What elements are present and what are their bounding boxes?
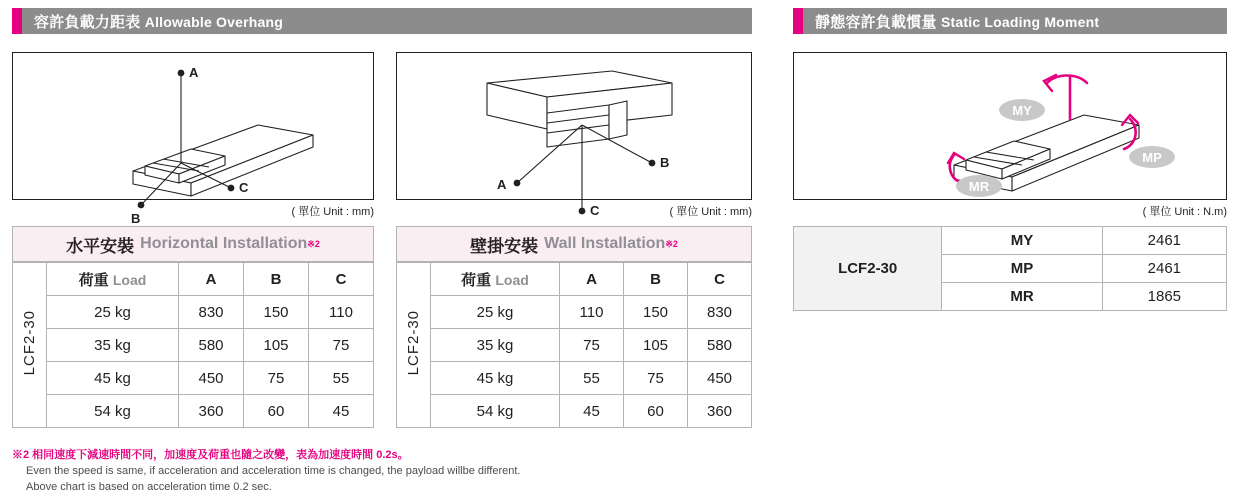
table-header-row	[13, 263, 374, 296]
unit-note-horizontal: ( 單位 Unit : mm)	[291, 206, 374, 218]
diagram-label-a: A	[189, 65, 199, 80]
svg-text:MP: MP	[1142, 150, 1162, 165]
table-title-wall-en: Wall Installation	[544, 235, 666, 252]
section-title-moment-cn: 靜態容許負載慣量	[815, 13, 937, 31]
diagram-label-c: C	[590, 203, 600, 218]
section-title-moment-en: Static Loading Moment	[940, 13, 1100, 30]
column-header-a: A	[179, 263, 244, 296]
unit-note-moment: ( 單位 Unit : N.m)	[1142, 206, 1227, 218]
data-table-moment	[793, 226, 1227, 311]
column-header-b: B	[244, 263, 309, 296]
cell-axis: MP	[942, 255, 1102, 283]
column-header-b: B	[624, 263, 688, 296]
column-header-load-en: Load	[112, 271, 147, 288]
cell-load: 25 kg	[47, 296, 179, 329]
cell-c: 360	[688, 395, 752, 428]
cell-a: 45	[560, 395, 624, 428]
diagram-label-a: A	[497, 177, 507, 192]
accent-bar	[793, 8, 803, 34]
cell-value: 2461	[1102, 227, 1226, 255]
table-row	[13, 395, 374, 428]
table-title-horizontal-note: ※2	[307, 238, 320, 249]
diagram-moment-svg	[794, 53, 1226, 199]
column-header-load-en: Load	[495, 271, 529, 288]
cell-load: 45 kg	[47, 362, 179, 395]
table-row	[397, 296, 752, 329]
svg-text:MR: MR	[968, 179, 990, 194]
table-row	[397, 362, 752, 395]
cell-c: 830	[688, 296, 752, 329]
cell-load: 54 kg	[431, 395, 560, 428]
cell-c: 45	[309, 395, 374, 428]
model-cell-wall	[397, 263, 431, 428]
model-label: LCF2-30	[21, 310, 38, 376]
model-cell-horizontal	[13, 263, 47, 428]
table-title-horizontal-en: Horizontal Installation	[140, 235, 308, 252]
column-header-load	[431, 263, 560, 296]
section-title-overhang-en: Allowable Overhang	[144, 13, 283, 30]
diagram-label-b: B	[660, 155, 670, 170]
cell-c: 450	[688, 362, 752, 395]
model-cell-moment: LCF2-30	[794, 227, 942, 311]
cell-a: 75	[560, 329, 624, 362]
cell-a: 450	[179, 362, 244, 395]
cell-axis: MR	[942, 283, 1102, 311]
cell-load: 25 kg	[431, 296, 560, 329]
table-row	[794, 227, 1227, 255]
cell-b: 75	[244, 362, 309, 395]
column-header-load-cn: 荷重	[461, 271, 492, 289]
cell-b: 60	[244, 395, 309, 428]
column-header-load	[47, 263, 179, 296]
column-header-c: C	[309, 263, 374, 296]
footnote-line-3: Above chart is based on acceleration time 0.2 sec.	[26, 480, 272, 493]
column-header-a: A	[560, 263, 624, 296]
section-title-overhang-cn: 容許負載力距表	[34, 13, 141, 31]
cell-a: 580	[179, 329, 244, 362]
cell-c: 110	[309, 296, 374, 329]
cell-c: 75	[309, 329, 374, 362]
footnote	[12, 448, 772, 496]
accent-bar	[12, 8, 22, 34]
diagram-label-c: C	[239, 180, 249, 195]
table-row	[397, 329, 752, 362]
cell-a: 830	[179, 296, 244, 329]
moment-label-mp	[1129, 146, 1175, 168]
section-title-moment	[803, 11, 1099, 32]
table-static-loading-moment	[793, 226, 1227, 311]
table-title-wall-cn: 壁掛安裝	[470, 236, 539, 256]
data-table-horizontal	[12, 262, 374, 428]
cell-b: 105	[624, 329, 688, 362]
cell-load: 45 kg	[431, 362, 560, 395]
table-horizontal-installation	[12, 226, 374, 428]
cell-a: 110	[560, 296, 624, 329]
cell-c: 55	[309, 362, 374, 395]
cell-b: 105	[244, 329, 309, 362]
table-title-horizontal-cn: 水平安裝	[66, 236, 135, 256]
table-row	[13, 362, 374, 395]
svg-text:MY: MY	[1012, 103, 1032, 118]
footnote-line-1: ※2 相同速度下減速時間不同，加速度及荷重也隨之改變，表為加速度時間 0.2s。	[12, 449, 409, 461]
moment-label-my	[999, 99, 1045, 121]
table-title-wall	[396, 226, 752, 262]
cell-b: 60	[624, 395, 688, 428]
cell-load: 54 kg	[47, 395, 179, 428]
cell-a: 360	[179, 395, 244, 428]
unit-note-wall: ( 單位 Unit : mm)	[669, 206, 752, 218]
moment-label-mr	[956, 175, 1002, 197]
cell-b: 75	[624, 362, 688, 395]
cell-value: 1865	[1102, 283, 1226, 311]
model-label: LCF2-30	[405, 310, 422, 376]
table-row	[397, 395, 752, 428]
cell-c: 580	[688, 329, 752, 362]
section-header-static-loading-moment	[793, 8, 1227, 34]
table-row	[13, 329, 374, 362]
cell-load: 35 kg	[431, 329, 560, 362]
table-wall-installation	[396, 226, 752, 428]
cell-b: 150	[624, 296, 688, 329]
column-header-c: C	[688, 263, 752, 296]
section-header-allowable-overhang	[12, 8, 752, 34]
cell-axis: MY	[942, 227, 1102, 255]
cell-b: 150	[244, 296, 309, 329]
table-header-row	[397, 263, 752, 296]
table-title-wall-note: ※2	[665, 238, 678, 249]
table-row	[13, 296, 374, 329]
cell-load: 35 kg	[47, 329, 179, 362]
data-table-wall	[396, 262, 752, 428]
diagram-label-b: B	[131, 211, 141, 226]
diagram-static-loading-moment	[793, 52, 1227, 200]
table-title-horizontal	[12, 226, 374, 262]
section-title-overhang	[22, 11, 283, 32]
cell-a: 55	[560, 362, 624, 395]
cell-value: 2461	[1102, 255, 1226, 283]
footnote-line-2: Even the speed is same, if acceleration and acceleration time is changed, the payload willbe different.	[26, 464, 521, 477]
column-header-load-cn: 荷重	[78, 271, 109, 289]
